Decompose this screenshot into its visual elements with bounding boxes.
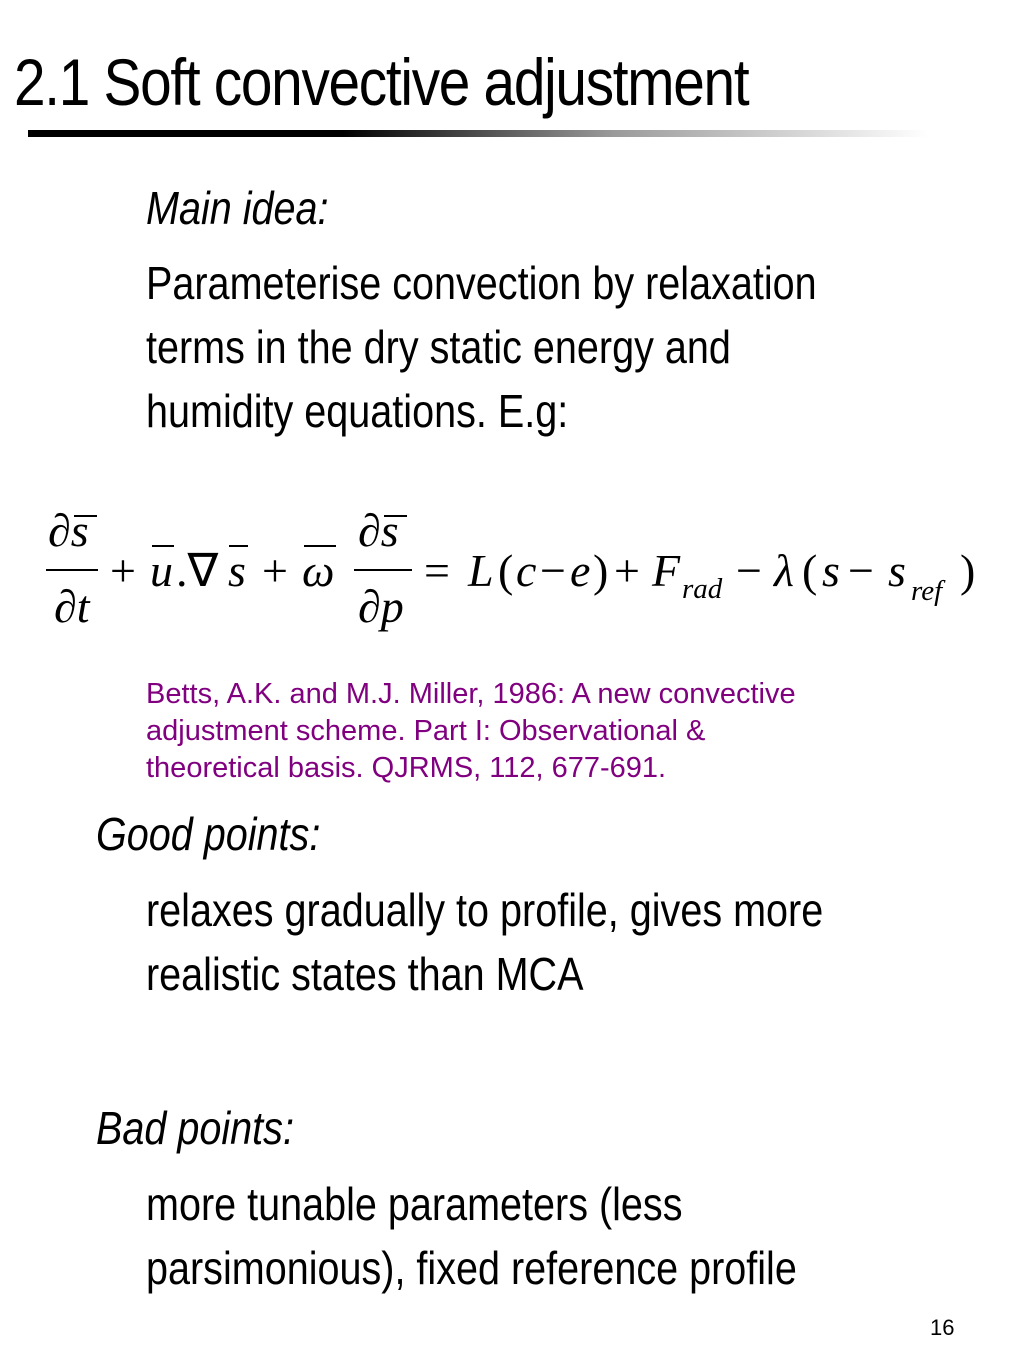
bad-points-heading: Bad points: (96, 1102, 294, 1154)
main-idea-line: terms in the dry static energy and (146, 321, 731, 373)
eq-plus: + (110, 545, 136, 596)
eq-nabla: .∇ (176, 545, 219, 596)
eq-plus: + (262, 545, 288, 596)
eq-equals: = (424, 545, 450, 596)
eq-minus: − (540, 545, 566, 596)
eq-minus: − (736, 545, 762, 596)
eq-plus: + (614, 545, 640, 596)
eq-e: e (570, 545, 591, 596)
good-points-text (146, 878, 823, 1006)
eq-u: u (150, 545, 173, 596)
eq-lparen: ( (802, 545, 818, 596)
eq-rparen: ) (593, 545, 609, 596)
main-idea-text (146, 251, 817, 443)
eq-s-ref: s (888, 545, 906, 596)
bad-points-text (146, 1172, 797, 1300)
citation (146, 676, 796, 787)
eq-minus: − (848, 545, 874, 596)
main-idea-line: Parameterise convection by relaxation (146, 257, 817, 309)
eq-denominator-dt: ∂t (54, 581, 90, 632)
eq-F: F (652, 545, 681, 596)
eq-L: L (468, 545, 494, 596)
bad-points-line: more tunable parameters (less (146, 1178, 683, 1230)
citation-line: theoretical basis. QJRMS, 112, 677-691. (146, 752, 667, 784)
eq-numerator-ds: ∂s (358, 505, 399, 556)
main-idea-line: humidity equations. E.g: (146, 385, 569, 437)
title-underline (28, 130, 928, 137)
eq-omega: ω (302, 545, 335, 596)
eq-s: s (822, 545, 840, 596)
eq-lambda: λ (774, 545, 794, 596)
eq-denominator-dp: ∂p (358, 581, 404, 632)
page-number: 16 (930, 1315, 955, 1340)
eq-numerator-ds: ∂s (48, 505, 89, 556)
eq-rad-subscript: rad (682, 573, 723, 605)
eq-lparen: ( (498, 545, 514, 596)
eq-s: s (228, 545, 246, 596)
bad-points-line: parsimonious), fixed reference profile (146, 1242, 797, 1294)
good-points-line: realistic states than MCA (146, 948, 584, 1000)
citation-line: adjustment scheme. Part I: Observational & (146, 715, 706, 747)
good-points-heading: Good points: (96, 808, 321, 860)
slide-title: 2.1 Soft convective adjustment (14, 45, 749, 119)
main-idea-heading: Main idea: (146, 182, 329, 234)
eq-c: c (516, 545, 537, 596)
citation-line: Betts, A.K. and M.J. Miller, 1986: A new convective (146, 678, 796, 710)
relaxation-equation (40, 500, 1020, 640)
good-points-line: relaxes gradually to profile, gives more (146, 884, 824, 936)
eq-rparen: ) (960, 545, 976, 596)
eq-ref-subscript: ref (911, 575, 943, 607)
